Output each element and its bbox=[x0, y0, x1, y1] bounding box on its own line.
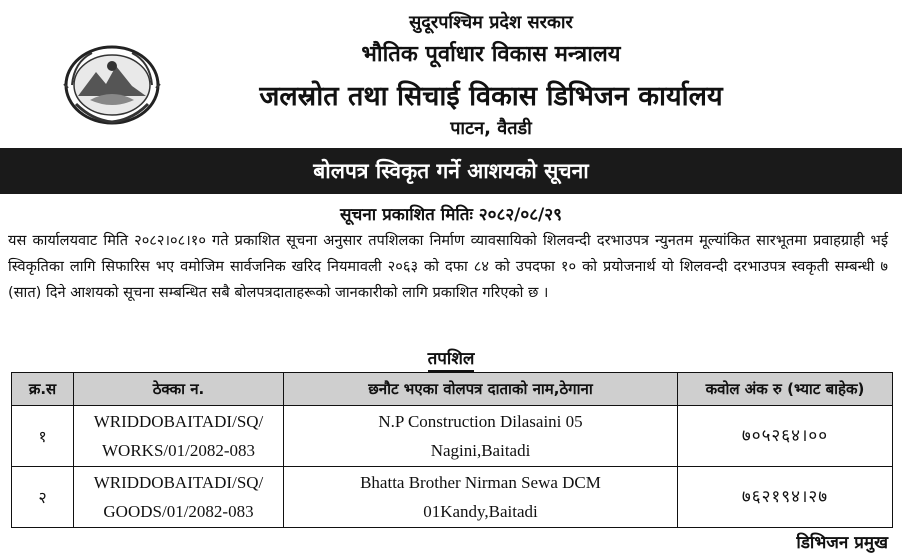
bidder-line: Bhatta Brother Nirman Sewa DCM bbox=[360, 473, 601, 492]
table-header-row bbox=[12, 373, 893, 406]
table-caption-text: तपशिल bbox=[428, 349, 475, 372]
office-heading: जलस्रोत तथा सिचाई विकास डिभिजन कार्यालय bbox=[259, 81, 723, 112]
row-bidder bbox=[284, 467, 678, 528]
row-amount: ७६२१९४।२७ bbox=[678, 467, 893, 528]
signature-title: डिभिजन प्रमुख bbox=[796, 533, 888, 553]
contract-line: WRIDDOBAITADI/SQ/ bbox=[93, 412, 264, 431]
header-contract-no: ठेक्का न. bbox=[74, 373, 284, 406]
bidder-line: N.P Construction Dilasaini 05 bbox=[378, 412, 583, 431]
table-row bbox=[12, 406, 893, 467]
contract-line: WRIDDOBAITADI/SQ/ bbox=[93, 473, 264, 492]
ministry-heading: भौतिक पूर्वाधार विकास मन्त्रालय bbox=[361, 42, 621, 67]
header-amount: कवोल अंक रु (भ्याट बाहेक) bbox=[678, 373, 893, 406]
office-location: पाटन, वैतडी bbox=[450, 118, 532, 139]
contract-line: GOODS/01/2082-083 bbox=[103, 502, 254, 521]
table-caption bbox=[0, 346, 902, 369]
row-serial: २ bbox=[12, 467, 74, 528]
table-row bbox=[12, 467, 893, 528]
bidder-line: 01Kandy,Baitadi bbox=[423, 502, 538, 521]
row-bidder bbox=[284, 406, 678, 467]
notice-title-banner: बोलपत्र स्विकृत गर्ने आशयको सूचना bbox=[0, 148, 902, 194]
bid-acceptance-table bbox=[11, 372, 893, 528]
row-contract-no bbox=[74, 406, 284, 467]
row-serial: १ bbox=[12, 406, 74, 467]
header-serial: क्र.स bbox=[12, 373, 74, 406]
row-amount: ७०५२६४।०० bbox=[678, 406, 893, 467]
province-government-heading: सुदूरपश्चिम प्रदेश सरकार bbox=[409, 12, 573, 33]
row-contract-no bbox=[74, 467, 284, 528]
bidder-line: Nagini,Baitadi bbox=[430, 441, 531, 460]
contract-line: WORKS/01/2082-083 bbox=[102, 441, 255, 460]
header-bidder: छनौट भएका वोलपत्र दाताको नाम,ठेगाना bbox=[284, 373, 678, 406]
published-date: सूचना प्रकाशित मितिः २०८२/०८/२९ bbox=[340, 205, 562, 225]
notice-body-paragraph: यस कार्यालयवाट मिति २०८२।०८।१० गते प्रकाशित सूचना अनुसार तपशिलका निर्माण व्यावसायिको शिलवन्दी दरभाउपत्र न्युनतम मूल्यांकित सारभूतमा प्रवाहग्राही भई स्विकृतिका लागि सिफारिस भए वमोजिम सार्वजनिक खरिद नियमावली २०६३ को दफा ८४ को उपदफा १० को प्रयोजनार्थ यो शिलवन्दी दरभाउपत्र स्वकृती सम्बन्धी ७ (सात) दिने आशयको सूचना सम्बन्धित सबै बोलपत्रदाताहरूको जानकारीको लागि प्रकाशित गरिएको छ । bbox=[8, 232, 888, 301]
